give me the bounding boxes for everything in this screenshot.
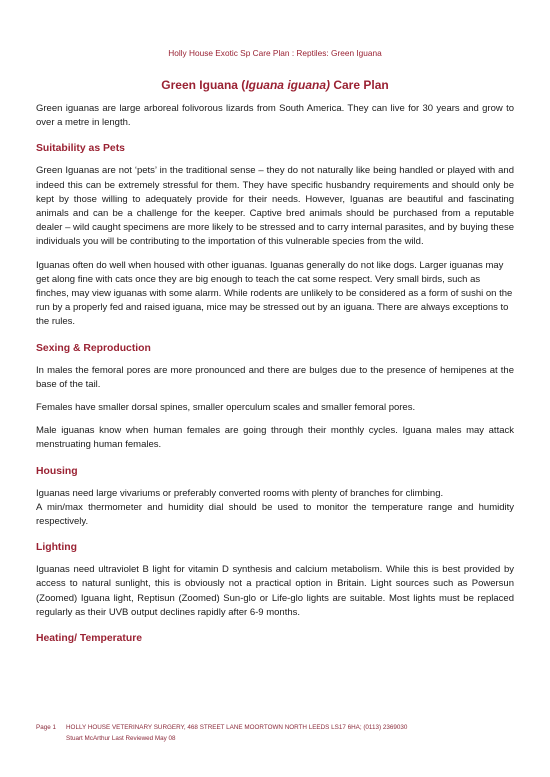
sexing-paragraph-2: Females have smaller dorsal spines, smaller operculum scales and smaller femoral pores.: [36, 402, 416, 414]
heading-suitability: Suitability as Pets: [36, 143, 125, 155]
running-header: Holly House Exotic Sp Care Plan : Reptiles: Green Iguana: [168, 48, 382, 58]
page-footer: [36, 722, 526, 744]
page-title: [36, 78, 514, 92]
sexing-paragraph-1: In males the femoral pores are more pronounced and there are bulges due to the presence of hemipenes at the base of the tail.: [36, 364, 514, 390]
footer-author: Stuart McArthur Last Reviewed May 08: [66, 735, 176, 742]
footer-address: HOLLY HOUSE VETERINARY SURGERY, 468 STREET LANE MOORTOWN NORTH LEEDS LS17 6HA; (0113) 2369030: [66, 724, 408, 731]
title-latin-name: Iguana iguana): [245, 78, 330, 92]
suitability-paragraph-1: Green Iguanas are not ‘pets’ in the traditional sense – they do not naturally like being handled or played with and indeed this can be extremely stressful for them. They have specific husbandry requirements and should only be kept by those willing to adequately provide for their needs. However, Iguanas are beautiful and fascinating animals and can be a challenge for the keeper. Captive bred animals should be purchased from a reputable dealer – wild caught specimens are more likely to be stressed and to carry internal parasites, and by buying these individuals you will be contributing to the importation of this vulnerable species from the wild.: [36, 165, 514, 248]
document-body: [36, 78, 514, 654]
heading-heating: Heating/ Temperature: [36, 633, 143, 645]
heading-sexing: Sexing & Reproduction: [36, 342, 151, 354]
title-suffix: Care Plan: [330, 78, 389, 92]
page-number: Page 1: [36, 724, 56, 731]
heading-lighting: Lighting: [36, 542, 77, 554]
housing-paragraph-1: Iguanas need large vivariums or preferably converted rooms with plenty of branches for climbing.: [36, 487, 444, 499]
sexing-paragraph-3: Male iguanas know when human females are going through their monthly cycles. Iguana males may attack menstruating human females.: [36, 425, 514, 451]
housing-paragraph-2: A min/max thermometer and humidity dial should be used to monitor the temperature range and humidity respectively.: [36, 501, 514, 528]
heading-housing: Housing: [36, 465, 78, 477]
lighting-paragraph-1: Iguanas need ultraviolet B light for vitamin D synthesis and calcium metabolism. While this is best provided by access to natural sunlight, this is obviously not a practical option in Britain. Light sources such as Powersun (Zoomed) Iguana light, Reptisun (Zoomed) Sun-glo or Life-glo lights are suitable. Most lights must be replaced regularly as their UVB output declines rapidly after 6-9 months.: [36, 564, 514, 618]
intro-paragraph: Green iguanas are large arboreal folivorous lizards from South America. They can live for 30 years and grow to over a metre in length.: [36, 103, 514, 129]
title-prefix: Green Iguana (: [161, 78, 246, 92]
suitability-paragraph-2: Iguanas often do well when housed with other iguanas. Iguanas generally do not like dogs. Larger iguanas may get along fine with cats once they are big enough to teach the cat some respect. Very small birds, such as finches, may view iguanas with some alarm. While rodents are unlikely to be considered as a form of sushi on the run by a properly fed and raised iguana, mice may be stressed out by an iguana. There are always exceptions to the rules.: [36, 259, 513, 328]
